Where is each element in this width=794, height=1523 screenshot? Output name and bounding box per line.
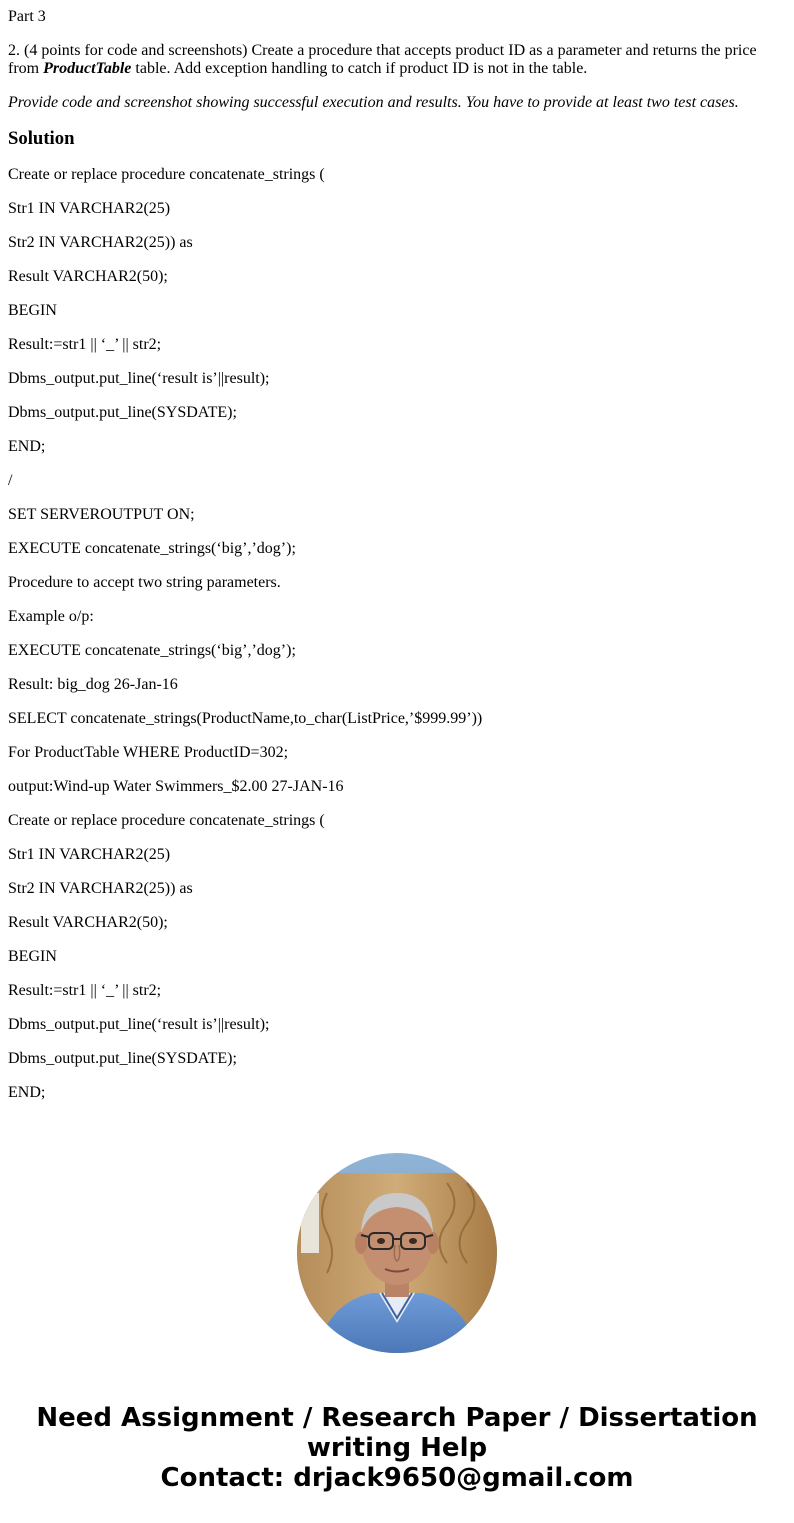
code-line: BEGIN xyxy=(8,948,57,965)
code-line: END; xyxy=(8,1084,46,1101)
code-line: Dbms_output.put_line(‘result is’||result); xyxy=(8,370,270,387)
document-body xyxy=(8,8,778,1118)
code-line: Str2 IN VARCHAR2(25)) as xyxy=(8,880,193,897)
promo-line-1: Need Assignment / Research Paper / Dissertation xyxy=(36,1403,758,1433)
solution-code xyxy=(8,166,778,1102)
code-line: Str2 IN VARCHAR2(25)) as xyxy=(8,234,193,251)
promo-contact: Contact: drjack9650@gmail.com xyxy=(160,1463,634,1493)
code-line: Result VARCHAR2(50); xyxy=(8,914,168,931)
avatar xyxy=(297,1153,497,1353)
code-line: Result:=str1 || ‘_’ || str2; xyxy=(8,982,162,999)
code-line: Result VARCHAR2(50); xyxy=(8,268,168,285)
code-line: EXECUTE concatenate_strings(‘big’,’dog’); xyxy=(8,642,296,659)
code-line: SET SERVEROUTPUT ON; xyxy=(8,506,195,523)
question-table-name: ProductTable xyxy=(43,60,132,77)
code-line: Procedure to accept two string parameters. xyxy=(8,574,281,591)
promo-line-2: writing Help xyxy=(306,1433,488,1463)
question-prefix: 2. (4 points for code and screenshots) Create a procedure that accepts product ID as a parameter and returns the price from xyxy=(8,42,757,77)
instructions-text: Provide code and screenshot showing successful execution and results. You have to provide at least two test cases. xyxy=(8,94,739,111)
avatar-portrait xyxy=(297,1153,497,1353)
code-line: Str1 IN VARCHAR2(25) xyxy=(8,846,171,863)
code-line: Example o/p: xyxy=(8,608,94,625)
code-line: For ProductTable WHERE ProductID=302; xyxy=(8,744,289,761)
code-line: SELECT concatenate_strings(ProductName,to_char(ListPrice,’$999.99’)) xyxy=(8,710,483,727)
question-suffix: table. Add exception handling to catch if product ID is not in the table. xyxy=(131,60,588,77)
code-line: Result: big_dog 26-Jan-16 xyxy=(8,676,178,693)
question-text xyxy=(8,42,778,78)
promo-banner xyxy=(0,1403,794,1493)
code-line: Result:=str1 || ‘_’ || str2; xyxy=(8,336,162,353)
code-line: Dbms_output.put_line(‘result is’||result); xyxy=(8,1016,270,1033)
code-line: output:Wind-up Water Swimmers_$2.00 27-JAN-16 xyxy=(8,778,344,795)
code-line: EXECUTE concatenate_strings(‘big’,’dog’); xyxy=(8,540,296,557)
part-label: Part 3 xyxy=(8,8,46,25)
solution-heading: Solution xyxy=(8,128,75,149)
code-line: Dbms_output.put_line(SYSDATE); xyxy=(8,1050,237,1067)
code-line: END; xyxy=(8,438,46,455)
code-line: / xyxy=(8,472,13,489)
code-line: Create or replace procedure concatenate_strings ( xyxy=(8,166,325,183)
code-line: Create or replace procedure concatenate_strings ( xyxy=(8,812,325,829)
code-line: Str1 IN VARCHAR2(25) xyxy=(8,200,171,217)
code-line: Dbms_output.put_line(SYSDATE); xyxy=(8,404,237,421)
code-line: BEGIN xyxy=(8,302,57,319)
